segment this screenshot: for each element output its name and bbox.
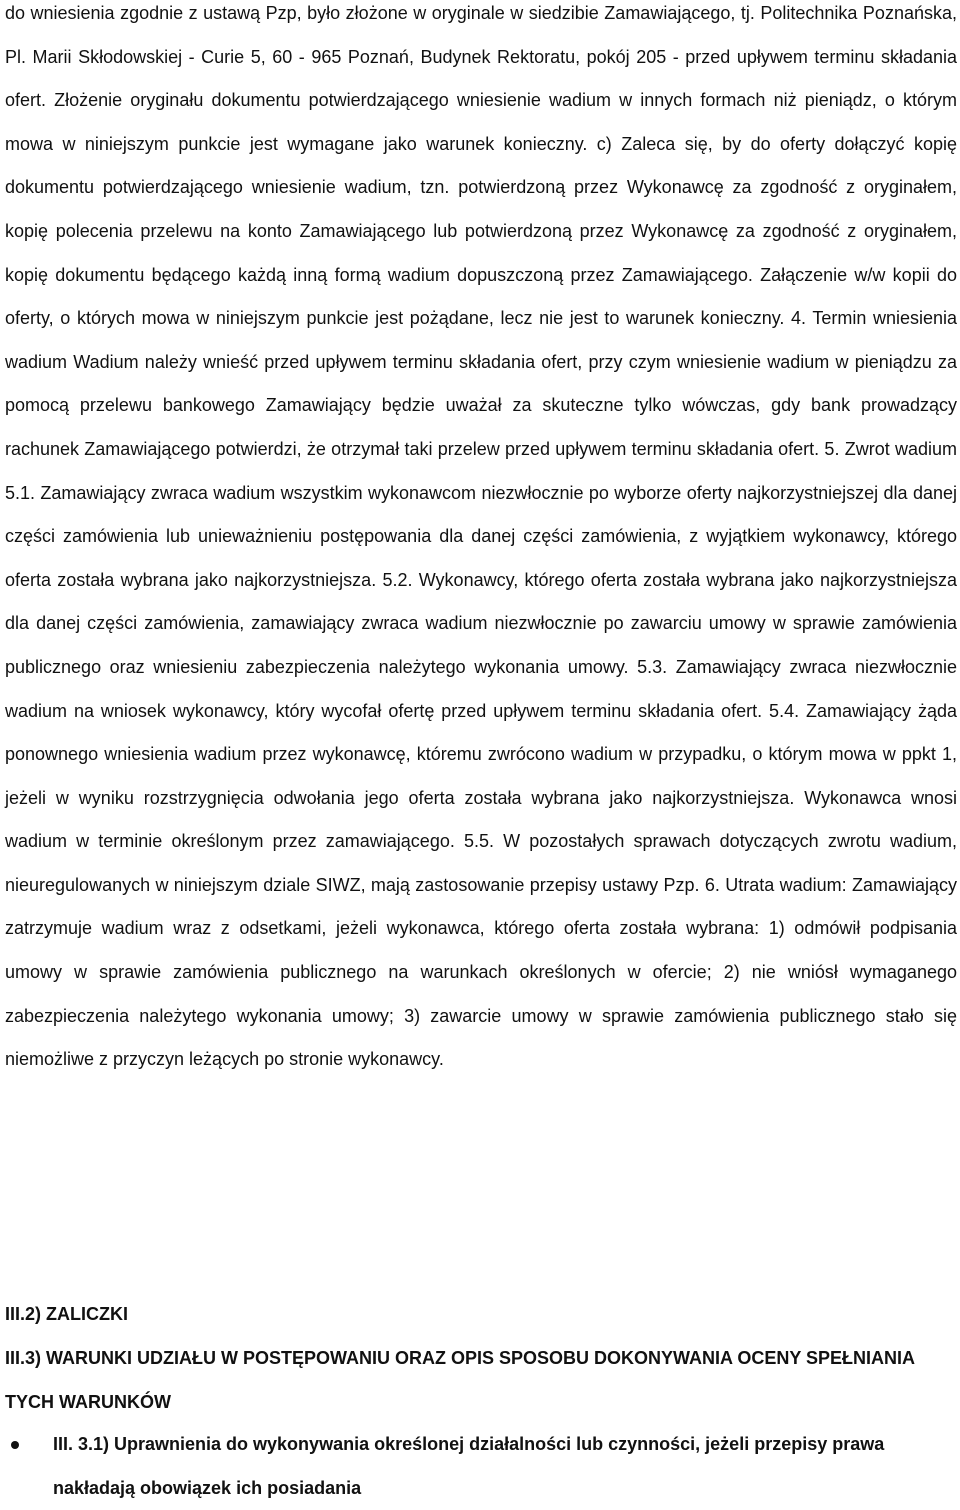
body-paragraph: do wniesienia zgodnie z ustawą Pzp, było złożone w oryginale w siedzibie Zamawiającego, tj. Politechnika Poznańska, Pl. Marii Skłodowskiej - Curie 5, 60 - 965 Poznań, Budynek Rektoratu, pokój 205 - przed upływem terminu składania ofert. Złożenie oryginału dokumentu potwierdzającego wniesienie wadium w innych formach niż pieniądz, o którym mowa w niniejszym punkcie jest wymagane jako warunek konieczny. c) Zaleca się, by do oferty dołączyć kopię dokumentu potwierdzającego wniesienie wadium, tzn. potwierdzoną przez Wykonawcę za zgodność z oryginałem, kopię polecenia przelewu na konto Zamawiającego lub potwierdzoną przez Wykonawcę za zgodność z oryginałem, kopię dokumentu będącego każdą inną formą wadium dopuszczoną przez Zamawiającego. Załączenie w/w kopii do oferty, o których mowa w niniejszym punkcie jest pożądane, lecz nie jest to warunek konieczny. 4. Termin wniesienia wadium Wadium należy wnieść przed upływem terminu składania ofert, przy czym wniesienie wadium w pieniądzu za pomocą przelewu bankowego Zamawiający będzie uważał za skuteczne tylko wówczas, gdy bank prowadzący rachunek Zamawiającego potwierdzi, że otrzymał taki przelew przed upływem terminu składania ofert. 5. Zwrot wadium 5.1. Zamawiający zwraca wadium wszystkim wykonawcom niezwłocznie po wyborze oferty najkorzystniejszej dla danej części zamówienia lub unieważnieniu postępowania dla danej części zamówienia, z wyjątkiem wykonawcy, którego oferta została wybrana jako najkorzystniejsza. 5.2. Wykonawcy, którego oferta została wybrana jako najkorzystniejsza dla danej części zamówienia, zamawiający zwraca wadium niezwłocznie po zawarciu umowy w sprawie zamówienia publicznego oraz wniesieniu zabezpieczenia należytego wykonania umowy. 5.3. Zamawiający zwraca niezwłocznie wadium na wniosek wykonawcy, który wycofał ofertę przed upływem terminu składania ofert. 5.4. Zamawiający żąda ponownego wniesienia wadium przez wykonawcę, któremu zwrócono wadium w przypadku, o którym mowa w ppkt 1, jeżeli w wyniku rozstrzygnięcia odwołania jego oferta została wybrana jako najkorzystniejsza. Wykonawca wnosi wadium w terminie określonym przez zamawiającego. 5.5. W pozostałych sprawach dotyczących zwrotu wadium, nieuregulowanych w niniejszym dziale SIWZ, mają zastosowanie przepisy ustawy Pzp. 6. Utrata wadium: Zamawiający zatrzymuje wadium wraz z odsetkami, jeżeli wykonawca, którego oferta została wybrana: 1) odmówił podpisania umowy w sprawie zamówienia publicznego na warunkach określonych w ofercie; 2) nie wniósł wymaganego zabezpieczenia należytego wykonania umowy; 3) zawarcie umowy w sprawie zamówienia publicznego stało się niemożliwe z przyczyn leżących po stronie wykonawcy. [5, 3, 957, 1070]
bullet-list-item [5, 1423, 957, 1510]
section-heading-zaliczki: III.2) ZALICZKI [5, 1304, 128, 1324]
section-heading-warunki: III.3) WARUNKI UDZIAŁU W POSTĘPOWANIU ORAZ OPIS SPOSOBU DOKONYWANIA OCENY SPEŁNIANIA TYCH WARUNKÓW [5, 1348, 915, 1412]
document-page [5, 0, 957, 1498]
bullet-item-text: III. 3.1) Uprawnienia do wykonywania określonej działalności lub czynności, jeżeli przepisy prawa nakładają obowiązek ich posiadania [53, 1434, 885, 1498]
bullet-icon [11, 1441, 19, 1449]
